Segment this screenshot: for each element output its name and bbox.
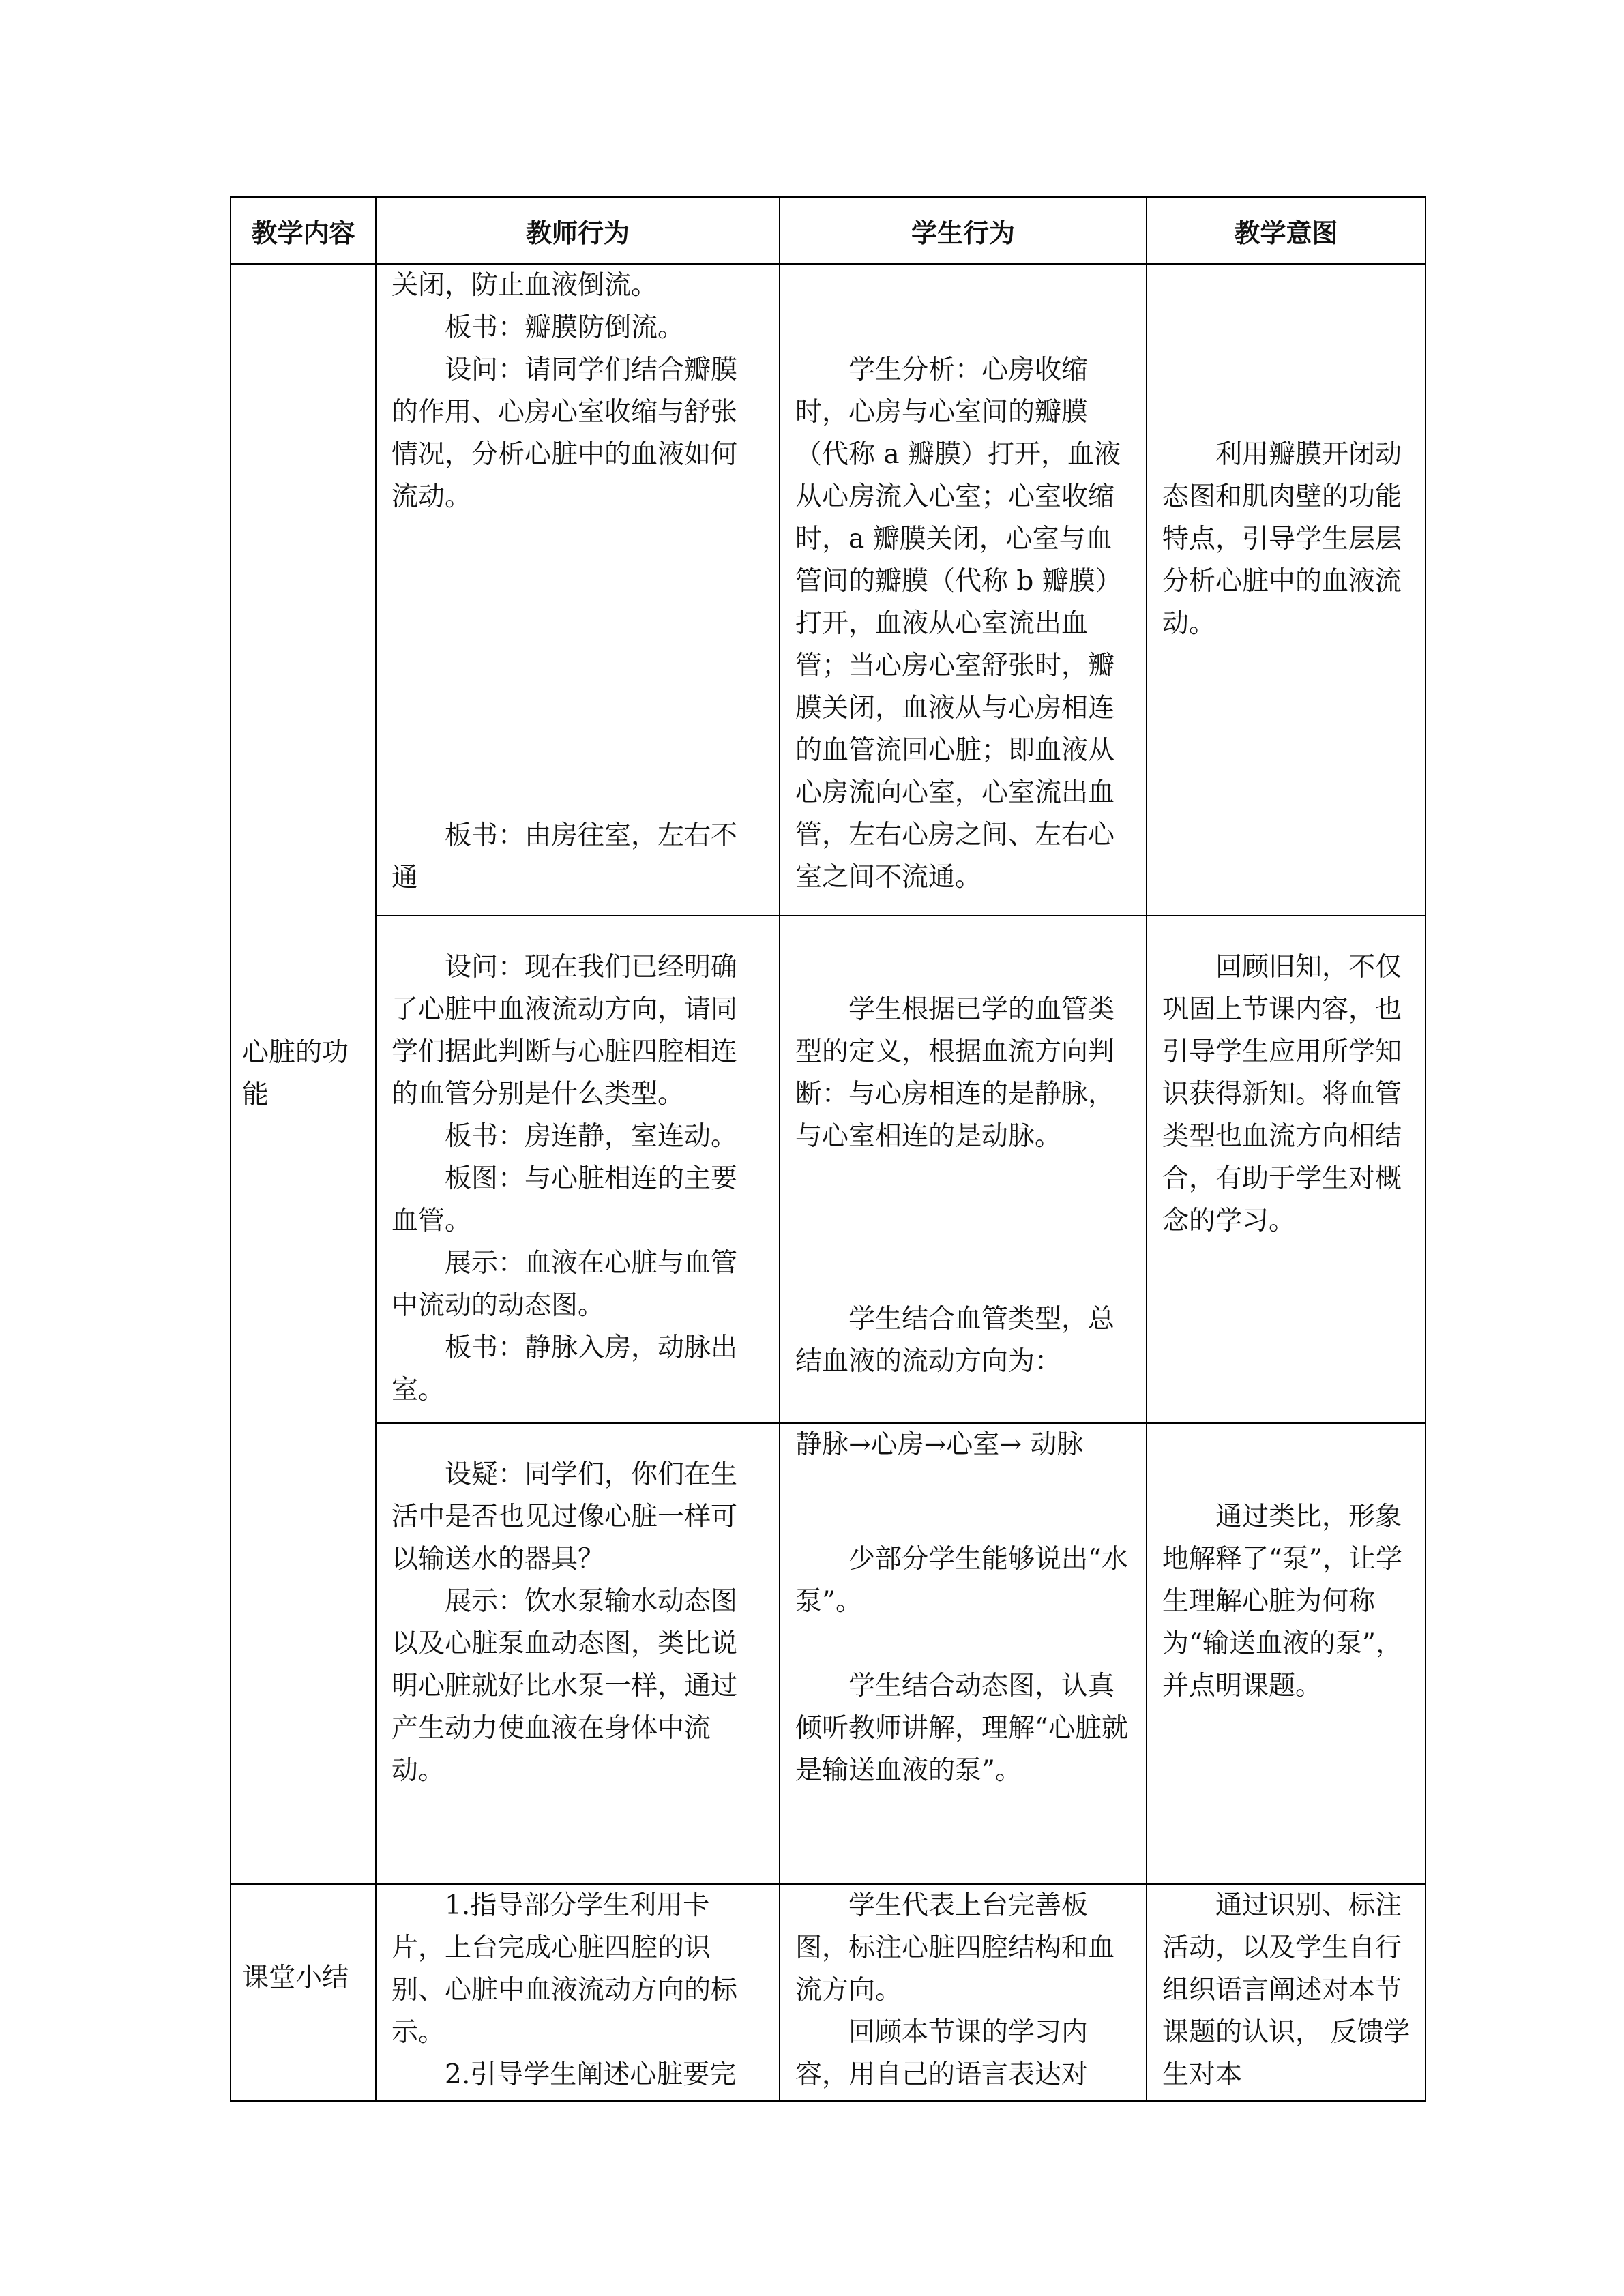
intent-cell — [1147, 916, 1426, 1423]
student-cell — [780, 264, 1147, 916]
student-text: 学生分析：心房收缩时，心房与心室间的瓣膜（代称 a 瓣膜）打开，血液从心房流入心室；心室收缩时，a 瓣膜关闭，心室与血管间的瓣膜（代称 b 瓣膜）打开，血液从心室流出血管；当心房心室舒张时，瓣膜关闭，血液从与心房相连的血管流回心脏；即血液从心房流向心室，心室流出血管，左右心房之间、左右心室之间不流通。 — [795, 355, 1122, 893]
student-text: 少部分学生能够说出“水泵”。 — [795, 1544, 1128, 1617]
student-cell — [780, 916, 1147, 1423]
section-title-cell — [231, 1884, 376, 2101]
teacher-text: 1.指导部分学生利用卡片，上台完成心脏四腔的识别、心脏中血液流动方向的标示。 — [392, 1890, 738, 2048]
student-text: 静脉→心房→心室→ 动脉 — [795, 1429, 1084, 1460]
intent-text: 利用瓣膜开闭动态图和肌肉壁的功能特点，引导学生层层分析心脏中的血液流动。 — [1162, 439, 1402, 639]
header-student: 学生行为 — [780, 197, 1147, 264]
student-text: 学生结合血管类型，总结血液的流动方向为： — [795, 1304, 1115, 1377]
teacher-text: 关闭，防止血液倒流。 — [392, 270, 658, 301]
section-title: 心脏的功能 — [242, 1037, 349, 1110]
table-header-row — [231, 197, 1426, 264]
student-text: 学生结合动态图，认真倾听教师讲解，理解“心脏就是输送血液的泵”。 — [795, 1671, 1128, 1786]
student-text: 学生根据已学的血管类型的定义，根据血流方向判断：与心房相连的是静脉，与心室相连的是动脉。 — [795, 994, 1115, 1152]
teacher-text: 板书：静脉入房，动脉出室。 — [392, 1332, 738, 1405]
teacher-cell — [376, 1423, 780, 1884]
teacher-text: 板书：房连静，室连动。 — [445, 1121, 738, 1152]
teacher-text: 板书：瓣膜防倒流。 — [445, 312, 685, 343]
table-row — [231, 264, 1426, 916]
lesson-plan-table — [230, 196, 1426, 2102]
teacher-text: 设疑：同学们，你们在生活中是否也见过像心脏一样可以输送水的器具？ — [392, 1459, 738, 1575]
table-row — [231, 1423, 1426, 1884]
teacher-text: 设问：现在我们已经明确了心脏中血液流动方向，请同学们据此判断与心脏四腔相连的血管分别是什么类型。 — [392, 952, 738, 1109]
header-content: 教学内容 — [231, 197, 376, 264]
table-row — [231, 916, 1426, 1423]
teacher-cell — [376, 1884, 780, 2101]
intent-text: 通过类比，形象地解释了“泵”，让学生理解心脏为何称为“输送血液的泵”，并点明课题。 — [1162, 1502, 1402, 1701]
intent-cell — [1147, 1884, 1426, 2101]
teacher-cell — [376, 264, 780, 916]
intent-text: 回顾旧知，不仅巩固上节课内容，也引导学生应用所学知识获得新知。将血管类型也血流方向相结合，有助于学生对概念的学习。 — [1162, 952, 1402, 1236]
teacher-text: 展示：血液在心脏与血管中流动的动态图。 — [392, 1248, 738, 1321]
teacher-text: 展示：饮水泵输水动态图以及心脏泵血动态图，类比说明心脏就好比水泵一样，通过产生动力使血液在身体中流动。 — [392, 1586, 738, 1786]
student-text: 回顾本节课的学习内容，用自己的语言表达对 — [795, 2017, 1089, 2090]
section-title-cell — [231, 264, 376, 1884]
teacher-text: 2.引导学生阐述心脏要完 — [445, 2059, 737, 2090]
intent-cell — [1147, 1423, 1426, 1884]
student-cell — [780, 1884, 1147, 2101]
header-teacher: 教师行为 — [376, 197, 780, 264]
student-cell — [780, 1423, 1147, 1884]
intent-text: 通过识别、标注活动，以及学生自行组织语言阐述对本节课题的认识， 反馈学生对本 — [1162, 1890, 1411, 2090]
teacher-text: 板书：由房往室，左右不通 — [392, 820, 738, 893]
intent-cell — [1147, 264, 1426, 916]
student-text: 学生代表上台完善板图，标注心脏四腔结构和血流方向。 — [795, 1890, 1115, 2006]
section-title: 课堂小结 — [242, 1963, 349, 1993]
table-row — [231, 1884, 1426, 2101]
header-intent: 教学意图 — [1147, 197, 1426, 264]
teacher-text: 板图：与心脏相连的主要血管。 — [392, 1163, 738, 1236]
teacher-text: 设问：请同学们结合瓣膜的作用、心房心室收缩与舒张情况，分析心脏中的血液如何流动。 — [392, 355, 738, 512]
teacher-cell — [376, 916, 780, 1423]
